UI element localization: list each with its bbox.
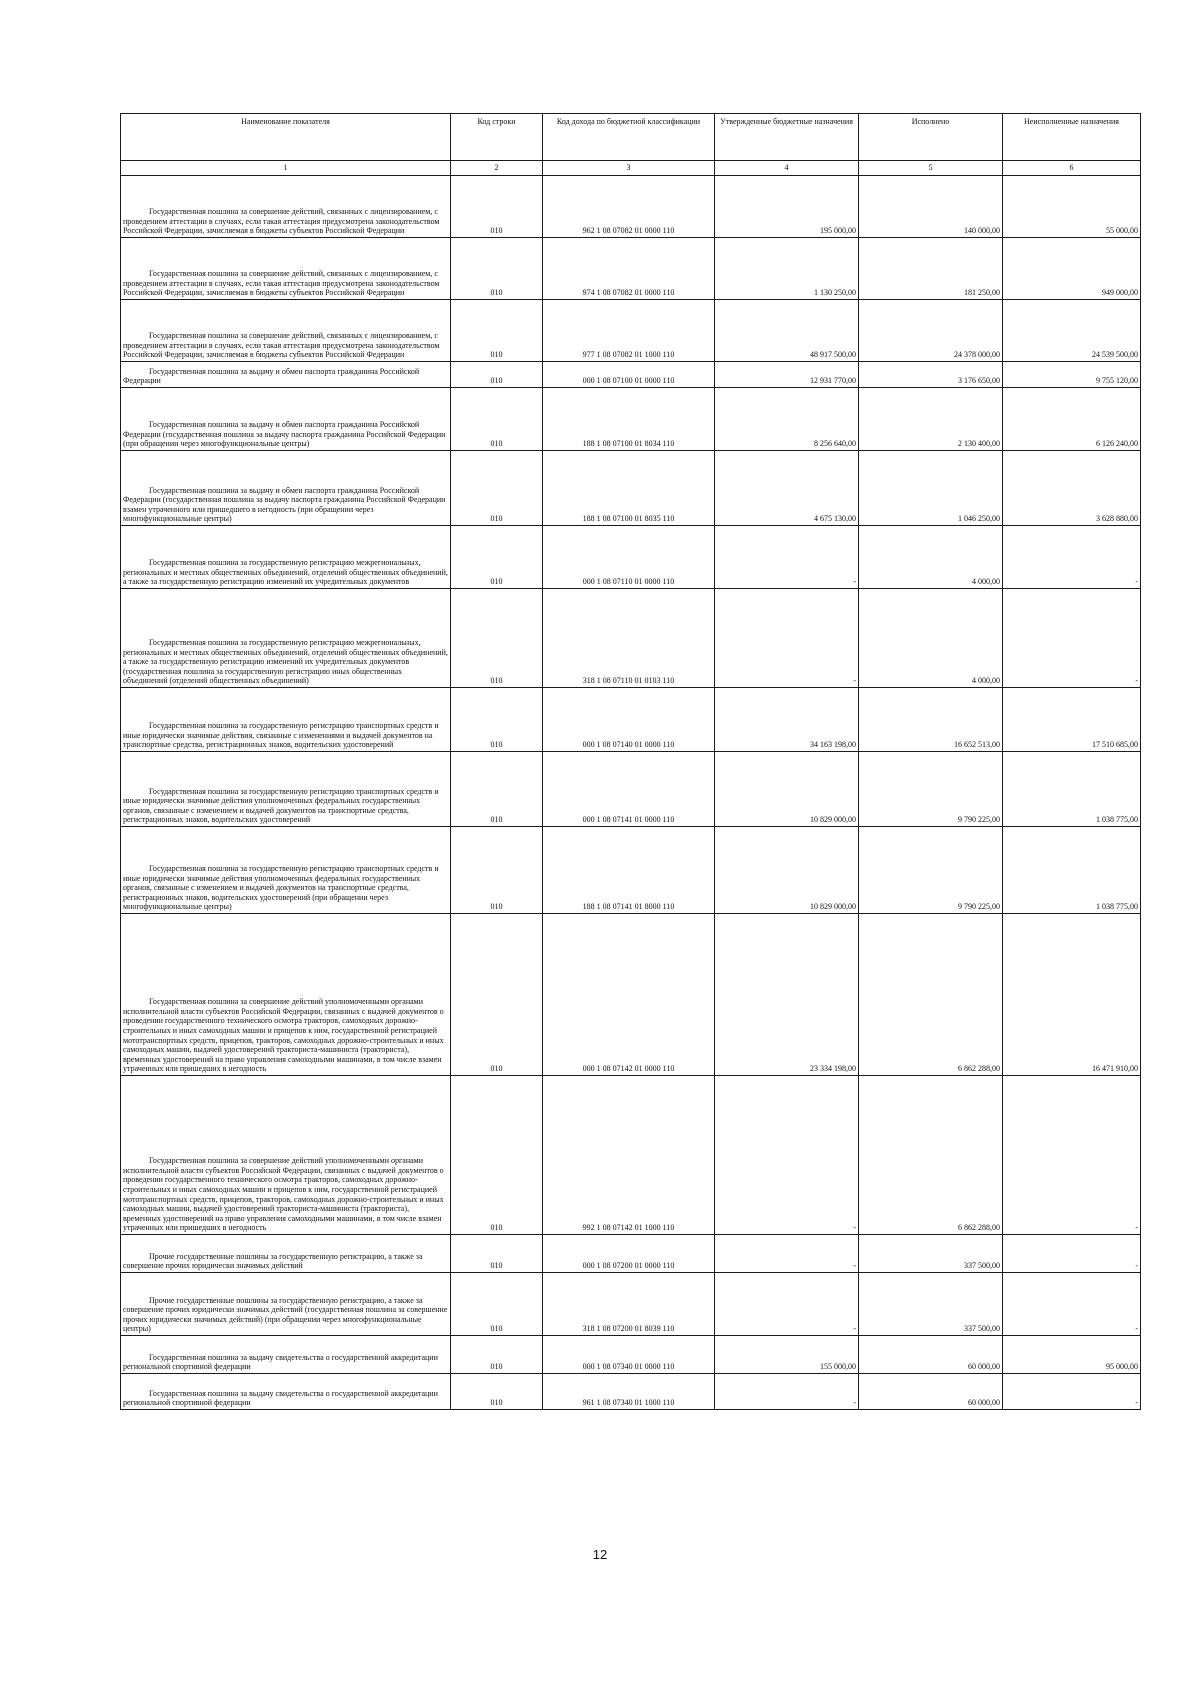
indicator-name: Государственная пошлина за выдачу свидетельства о государственной аккредитации региональной спортивной федерации (121, 1336, 451, 1374)
indicator-name: Государственная пошлина за выдачу и обмен паспорта гражданина Российской Федерации (государственная пошлина за выдачу паспорта гражданина Российской Федерации взамен утраченного или пришедшего в негодность (при обращении через многофункциональные центры) (121, 451, 451, 526)
executed-amount: 6 862 288,00 (859, 1076, 1003, 1235)
budget-classification-code: 000 1 08 07100 01 0000 110 (543, 362, 715, 388)
executed-amount: 3 176 650,00 (859, 362, 1003, 388)
line-code: 010 (451, 827, 543, 914)
executed-amount: 60 000,00 (859, 1374, 1003, 1410)
table-row (121, 1076, 1141, 1235)
budget-classification-code: 318 1 08 07200 01 8039 110 (543, 1273, 715, 1336)
header-approved-appropriations: Утвержденные бюджетные назначения (715, 114, 859, 161)
unexecuted-amount: 24 539 500,00 (1003, 300, 1141, 362)
executed-amount: 24 378 000,00 (859, 300, 1003, 362)
header-unexecuted-appropriations: Неисполненные назначения (1003, 114, 1141, 161)
executed-amount: 1 046 250,00 (859, 451, 1003, 526)
line-code: 010 (451, 526, 543, 589)
budget-classification-code: 974 1 08 07082 01 0000 110 (543, 238, 715, 300)
unexecuted-amount: 3 628 880,00 (1003, 451, 1141, 526)
approved-amount: 155 000,00 (715, 1336, 859, 1374)
unexecuted-amount: 17 510 685,00 (1003, 688, 1141, 752)
line-code: 010 (451, 589, 543, 688)
approved-amount: 10 829 000,00 (715, 752, 859, 827)
executed-amount: 4 000,00 (859, 526, 1003, 589)
approved-amount: 8 256 640,00 (715, 388, 859, 451)
unexecuted-amount: 1 038 775,00 (1003, 752, 1141, 827)
indicator-name: Государственная пошлина за государственную регистрацию транспортных средств и иные юридически значимые действия, связанные с изменениями и выдачей документов на транспортные средства, регистрационных знаков, водительских удостоверений (121, 688, 451, 752)
indicator-name: Государственная пошлина за совершение действий уполномоченными органами исполнительной власти субъектов Российской Федерации, связанных с выдачей документов о проведении государственного технического осмотра тракторов, самоходных дорожно-строительных и иных самоходных машин и прицепов к ним, государственной регистрацией мототранспортных средств, прицепов, тракторов, самоходных дорожно-строительных и иных самоходных машин, выдачей удостоверений тракториста-машиниста (тракториста), временных удостоверений на право управления самоходными машинами, в том числе взамен утраченных или пришедших в негодность (121, 1076, 451, 1235)
indicator-name: Государственная пошлина за выдачу и обмен паспорта гражданина Российской Федерации (государственная пошлина за выдачу паспорта гражданина Российской Федерации (при обращении через многофункциональные центры) (121, 388, 451, 451)
budget-classification-code: 000 1 08 07140 01 0000 110 (543, 688, 715, 752)
budget-classification-code: 961 1 08 07340 01 1000 110 (543, 1374, 715, 1410)
column-number: 3 (543, 161, 715, 176)
unexecuted-amount: - (1003, 1273, 1141, 1336)
indicator-name: Государственная пошлина за совершение действий, связанных с лицензированием, с проведением аттестации в случаях, если такая аттестация предусмотрена законодательством Российской Федерации, зачисляемая в бюджеты субъектов Российской Федерации (121, 300, 451, 362)
table-header-row (121, 114, 1141, 161)
budget-classification-code: 318 1 08 07110 01 0103 110 (543, 589, 715, 688)
unexecuted-amount: - (1003, 1374, 1141, 1410)
budget-classification-code: 977 1 08 07082 01 1000 110 (543, 300, 715, 362)
header-executed: Исполнено (859, 114, 1003, 161)
budget-classification-code: 188 1 08 07100 01 8035 110 (543, 451, 715, 526)
approved-amount: 1 130 250,00 (715, 238, 859, 300)
table-row (121, 914, 1141, 1076)
budget-classification-code: 962 1 08 07082 01 0000 110 (543, 176, 715, 238)
executed-amount: 9 790 225,00 (859, 752, 1003, 827)
line-code: 010 (451, 914, 543, 1076)
budget-classification-code: 000 1 08 07200 01 0000 110 (543, 1235, 715, 1273)
line-code: 010 (451, 176, 543, 238)
unexecuted-amount: 1 038 775,00 (1003, 827, 1141, 914)
approved-amount: - (715, 1235, 859, 1273)
budget-classification-code: 000 1 08 07142 01 0000 110 (543, 914, 715, 1076)
header-indicator-name: Наименование показателя (121, 114, 451, 161)
approved-amount: - (715, 1273, 859, 1336)
indicator-name: Государственная пошлина за выдачу и обмен паспорта гражданина Российской Федерации (121, 362, 451, 388)
line-code: 010 (451, 1076, 543, 1235)
unexecuted-amount: 95 000,00 (1003, 1336, 1141, 1374)
unexecuted-amount: 16 471 910,00 (1003, 914, 1141, 1076)
indicator-name: Государственная пошлина за государственную регистрацию транспортных средств и иные юридически значимые действия уполномоченных федеральных государственных органов, связанные с изменением и выдачей документов на транспортные средства, регистрационных знаков, водительских удостоверений (121, 752, 451, 827)
budget-classification-code: 000 1 08 07340 01 0000 110 (543, 1336, 715, 1374)
unexecuted-amount: 55 000,00 (1003, 176, 1141, 238)
column-number: 6 (1003, 161, 1141, 176)
executed-amount: 6 862 288,00 (859, 914, 1003, 1076)
approved-amount: 12 931 770,00 (715, 362, 859, 388)
line-code: 010 (451, 1374, 543, 1410)
column-number: 4 (715, 161, 859, 176)
executed-amount: 337 500,00 (859, 1273, 1003, 1336)
table-row (121, 451, 1141, 526)
executed-amount: 2 130 400,00 (859, 388, 1003, 451)
table-row (121, 752, 1141, 827)
table-row (121, 362, 1141, 388)
column-number: 1 (121, 161, 451, 176)
unexecuted-amount: 6 126 240,00 (1003, 388, 1141, 451)
line-code: 010 (451, 1336, 543, 1374)
approved-amount: 23 334 198,00 (715, 914, 859, 1076)
table-row (121, 238, 1141, 300)
indicator-name: Государственная пошлина за выдачу свидетельства о государственной аккредитации региональной спортивной федерации (121, 1374, 451, 1410)
table-row (121, 388, 1141, 451)
executed-amount: 140 000,00 (859, 176, 1003, 238)
unexecuted-amount: 9 755 120,00 (1003, 362, 1141, 388)
table-row (121, 589, 1141, 688)
table-row (121, 300, 1141, 362)
budget-classification-code: 188 1 08 07100 01 8034 110 (543, 388, 715, 451)
indicator-name: Государственная пошлина за государственную регистрацию межрегиональных, региональных и местных общественных объединений, отделений общественных объединений, а также за государственную регистрацию изменений их учредительных документов (государственная пошлина за государственную регистрацию иных общественных объединений (отделений общественных объединений) (121, 589, 451, 688)
line-code: 010 (451, 688, 543, 752)
column-number: 5 (859, 161, 1003, 176)
budget-classification-code: 992 1 08 07142 01 1000 110 (543, 1076, 715, 1235)
approved-amount: - (715, 589, 859, 688)
unexecuted-amount: 949 000,00 (1003, 238, 1141, 300)
unexecuted-amount: - (1003, 526, 1141, 589)
approved-amount: 195 000,00 (715, 176, 859, 238)
executed-amount: 181 250,00 (859, 238, 1003, 300)
table-row (121, 1235, 1141, 1273)
table-row (121, 688, 1141, 752)
executed-amount: 16 652 513,00 (859, 688, 1003, 752)
executed-amount: 337 500,00 (859, 1235, 1003, 1273)
line-code: 010 (451, 238, 543, 300)
executed-amount: 60 000,00 (859, 1336, 1003, 1374)
header-budget-classification-code: Код дохода по бюджетной классификации (543, 114, 715, 161)
table-row (121, 176, 1141, 238)
budget-classification-code: 000 1 08 07141 01 0000 110 (543, 752, 715, 827)
indicator-name: Государственная пошлина за совершение действий, связанных с лицензированием, с проведением аттестации в случаях, если такая аттестация предусмотрена законодательством Российской Федерации, зачисляемая в бюджеты субъектов Российской Федерации (121, 238, 451, 300)
table-row (121, 526, 1141, 589)
table-row (121, 1336, 1141, 1374)
indicator-name: Государственная пошлина за государственную регистрацию межрегиональных, региональных и местных общественных объединений, отделений общественных объединений, а также за государственную регистрацию изменений их учредительных документов (121, 526, 451, 589)
approved-amount: 10 829 000,00 (715, 827, 859, 914)
line-code: 010 (451, 300, 543, 362)
line-code: 010 (451, 752, 543, 827)
indicator-name: Государственная пошлина за совершение действий уполномоченными органами исполнительной власти субъектов Российской Федерации, связанных с выдачей документов о проведении государственного технического осмотра тракторов, самоходных дорожно-строительных и иных самоходных машин и прицепов к ним, государственной регистрацией мототранспортных средств, прицепов, тракторов, самоходных дорожно-строительных и иных самоходных машин, выдачей удостоверений тракториста-машиниста (тракториста), временных удостоверений на право управления самоходными машинами, в том числе взамен утраченных или пришедших в негодность (121, 914, 451, 1076)
table-row (121, 1273, 1141, 1336)
indicator-name: Государственная пошлина за совершение действий, связанных с лицензированием, с проведением аттестации в случаях, если такая аттестация предусмотрена законодательством Российской Федерации, зачисляемая в бюджеты субъектов Российской Федерации (121, 176, 451, 238)
approved-amount: 48 917 500,00 (715, 300, 859, 362)
budget-classification-code: 000 1 08 07110 01 0000 110 (543, 526, 715, 589)
indicator-name: Прочие государственные пошлины за государственную регистрацию, а также за совершение прочих юридически значимых действий (121, 1235, 451, 1273)
column-number-row (121, 161, 1141, 176)
approved-amount: - (715, 1374, 859, 1410)
table-row (121, 1374, 1141, 1410)
budget-execution-table (120, 113, 1141, 1410)
line-code: 010 (451, 1235, 543, 1273)
approved-amount: 4 675 130,00 (715, 451, 859, 526)
table-body (121, 176, 1141, 1410)
unexecuted-amount: - (1003, 589, 1141, 688)
line-code: 010 (451, 1273, 543, 1336)
unexecuted-amount: - (1003, 1235, 1141, 1273)
line-code: 010 (451, 362, 543, 388)
table-row (121, 827, 1141, 914)
unexecuted-amount: - (1003, 1076, 1141, 1235)
line-code: 010 (451, 388, 543, 451)
executed-amount: 9 790 225,00 (859, 827, 1003, 914)
indicator-name: Государственная пошлина за государственную регистрацию транспортных средств и иные юридически значимые действия уполномоченных федеральных государственных органов, связанные с изменением и выдачей документов на транспортные средства, регистрационных знаков, водительских удостоверений (при обращении через многофункциональные центры) (121, 827, 451, 914)
line-code: 010 (451, 451, 543, 526)
header-line-code: Код строки (451, 114, 543, 161)
page-number: 12 (592, 1547, 608, 1562)
approved-amount: 34 163 198,00 (715, 688, 859, 752)
approved-amount: - (715, 1076, 859, 1235)
budget-classification-code: 188 1 08 07141 01 8000 110 (543, 827, 715, 914)
indicator-name: Прочие государственные пошлины за государственную регистрацию, а также за совершение прочих юридически значимых действий (государственная пошлина за совершение прочих юридически значимых действий) (при обращении через многофункциональные центры) (121, 1273, 451, 1336)
column-number: 2 (451, 161, 543, 176)
approved-amount: - (715, 526, 859, 589)
executed-amount: 4 000,00 (859, 589, 1003, 688)
